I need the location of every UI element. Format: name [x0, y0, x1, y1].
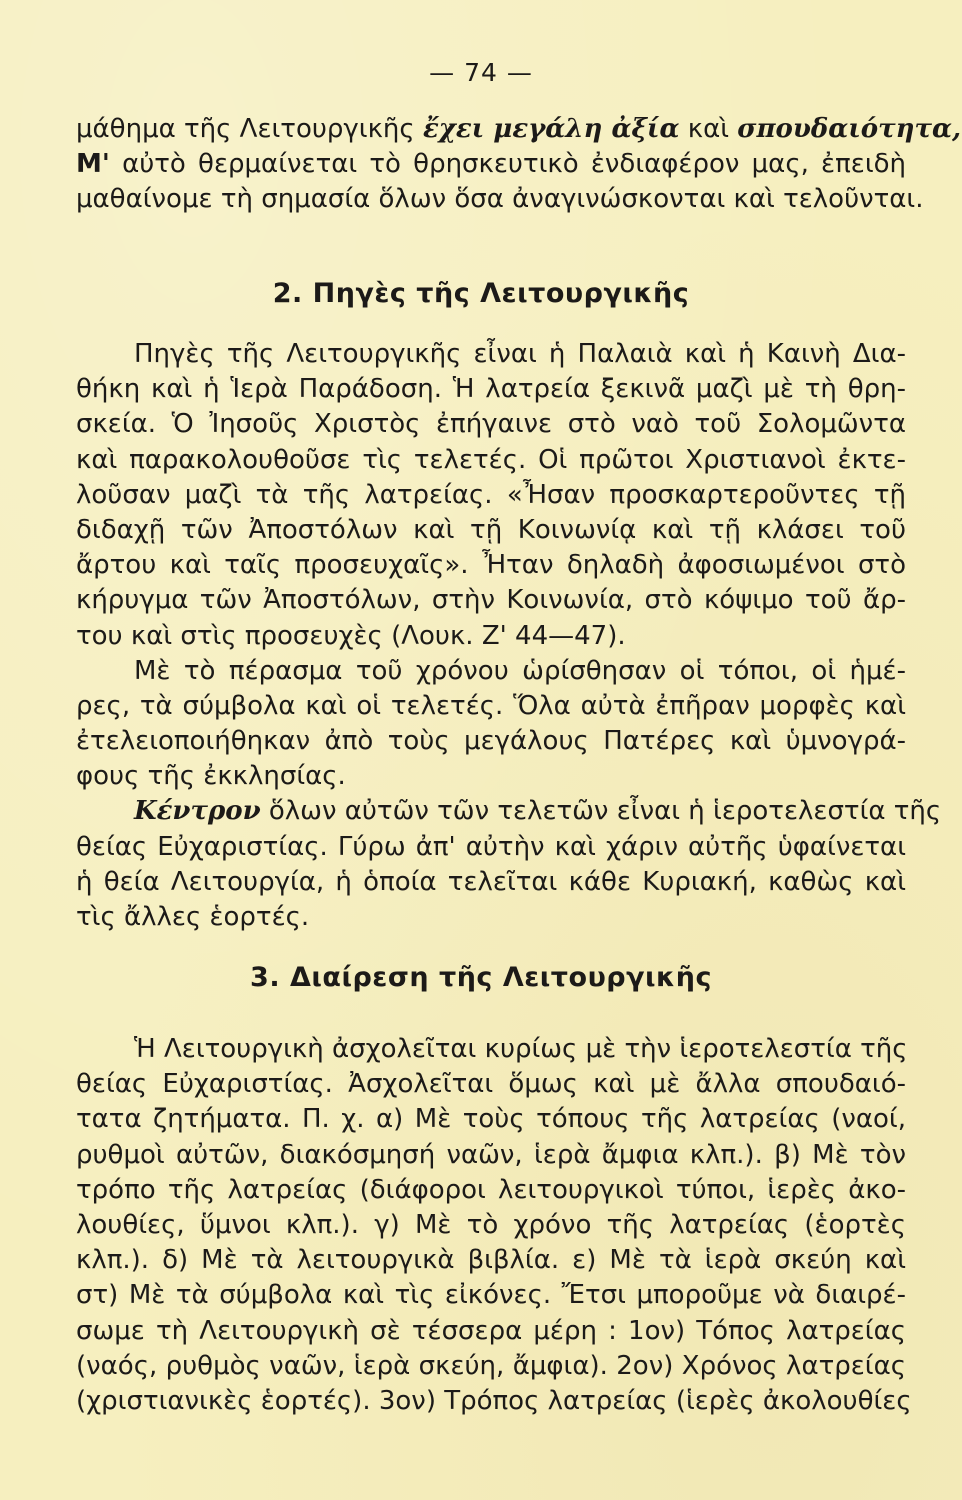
- text-line: μάθημα τῆς Λειτουργικῆς ἔχει μεγάλη ἀξία καὶ σπουδαιότητα,: [76, 114, 962, 144]
- text-line: ἡ θεία Λειτουργία, ἡ ὁποία τελεῖται κάθε Κυριακή, καθὼς καὶ: [76, 866, 906, 897]
- emphasis-text: Κέντρον: [134, 796, 261, 827]
- text-line: λουθίες, ὕμνοι κλπ.). γ) Μὲ τὸ χρόνο τῆς λατρείας (ἑορτὲς: [76, 1209, 906, 1240]
- section-3-body: [76, 1032, 912, 1419]
- text-line: ἐτελειοποιήθηκαν ἀπὸ τοὺς μεγάλους Πατέρες καὶ ὑμνογρά-: [76, 726, 906, 757]
- text-line: τρόπο τῆς λατρείας (διάφοροι λειτουργικοὶ τύποι, ἱερὲς ἀκο-: [76, 1174, 906, 1205]
- text-line: λοῦσαν μαζὶ τὰ τῆς λατρείας. «Ἦσαν προσκαρτεροῦντες τῇ: [76, 479, 906, 510]
- text-line: ρες, τὰ σύμβολα καὶ οἱ τελετές. Ὅλα αὐτὰ ἐπῆραν μορφὲς καὶ: [76, 690, 906, 721]
- section-heading-3: 3. Διαίρεση τῆς Λειτουργικῆς: [250, 962, 712, 993]
- text-line: ρυθμοὶ αὐτῶν, διακόσμησή ναῶν, ἱερὰ ἄμφια κλπ.). β) Μὲ τὸν: [76, 1139, 906, 1170]
- text-line: θείας Εὐχαριστίας. Ἀσχολεῖται ὅμως καὶ μὲ ἄλλα σπουδαιό-: [76, 1069, 906, 1100]
- emphasis-text: σπουδαιότητα,: [737, 114, 962, 144]
- text-line: τὶς ἄλλες ἑορτές.: [76, 902, 310, 932]
- text-line: Ἡ Λειτουργικὴ ἀσχολεῖται κυρίως μὲ τὴν ἱεροτελεστία τῆς: [134, 1034, 908, 1064]
- page-number: — 74 —: [429, 58, 533, 87]
- intro-paragraph: [76, 112, 962, 218]
- text-line: τατα ζητήματα. Π. χ. α) Μὲ τοὺς τόπους τῆς λατρείας (ναοί,: [76, 1104, 906, 1135]
- text-line: κλπ.). δ) Μὲ τὰ λειτουργικὰ βιβλία. ε) Μὲ τὰ ἱερὰ σκεύη καὶ: [76, 1245, 906, 1276]
- section-heading-2: 2. Πηγὲς τῆς Λειτουργικῆς: [272, 278, 690, 309]
- text-line: κήρυγμα τῶν Ἀποστόλων, στὴν Κοινωνία, στὸ κόψιμο τοῦ ἄρ-: [76, 585, 906, 616]
- text-line: διδαχῇ τῶν Ἀποστόλων καὶ τῇ Κοινωνίᾳ καὶ τῇ κλάσει τοῦ: [76, 514, 906, 545]
- text-line: Πηγὲς τῆς Λειτουργικῆς εἶναι ἡ Παλαιὰ καὶ ἡ Καινὴ Δια-: [134, 339, 906, 369]
- text-line: μαθαίνομε τὴ σημασία ὅλων ὅσα ἀναγινώσκονται καὶ τελοῦνται.: [76, 184, 924, 215]
- text-line: (χριστιανικὲς ἑορτές). 3ον) Τρόπος λατρείας (ἱερὲς ἀκολουθίες: [76, 1385, 912, 1416]
- text-line: στ) Μὲ τὰ σύμβολα καὶ τὶς εἰκόνες. Ἔτσι μποροῦμε νὰ διαιρέ-: [76, 1280, 906, 1311]
- section-2-body: [76, 337, 942, 935]
- text-line: του καὶ στὶς προσευχὲς (Λουκ. Ζ' 44—47).: [76, 620, 626, 651]
- text-line: Κέντρον ὅλων αὐτῶν τῶν τελετῶν εἶναι ἡ ἱεροτελεστία τῆς: [134, 796, 942, 827]
- text-line: καὶ παρακολουθοῦσε τὶς τελετές. Οἱ πρῶτοι Χριστιανοὶ ἐκτε-: [76, 444, 906, 475]
- text-line: Μὲ τὸ πέρασμα τοῦ χρόνου ὡρίσθησαν οἱ τόποι, οἱ ἡμέ-: [134, 655, 906, 686]
- text-line: σκεία. Ὁ Ἰησοῦς Χριστὸς ἐπήγαινε στὸ ναὸ τοῦ Σολομῶντα: [76, 409, 906, 440]
- text-line: Μ' αὐτὸ θερμαίνεται τὸ θρησκευτικὸ ἐνδιαφέρον μας, ἐπειδὴ: [76, 149, 907, 180]
- emphasis-text: ἔχει μεγάλη ἀξία: [422, 114, 680, 144]
- text-line: (ναός, ρυθμὸς ναῶν, ἱερὰ σκεύη, ἄμφια). 2ον) Χρόνος λατρείας: [76, 1350, 906, 1381]
- text-line: σωμε τὴ Λειτουργικὴ σὲ τέσσερα μέρη : 1ον) Τόπος λατρείας: [76, 1315, 906, 1346]
- text-line: θείας Εὐχαριστίας. Γύρω ἀπ' αὐτὴν καὶ χάριν αὐτῆς ὑφαίνεται: [76, 831, 906, 862]
- text-line: θήκη καὶ ἡ Ἱερὰ Παράδοση. Ἡ λατρεία ξεκινᾶ μαζὶ μὲ τὴ θρη-: [76, 374, 906, 405]
- text-line: φους τῆς ἐκκλησίας.: [76, 761, 346, 792]
- text-line: ἄρτου καὶ ταῖς προσευχαῖς». Ἦταν δηλαδὴ ἀφοσιωμένοι στὸ: [76, 550, 906, 581]
